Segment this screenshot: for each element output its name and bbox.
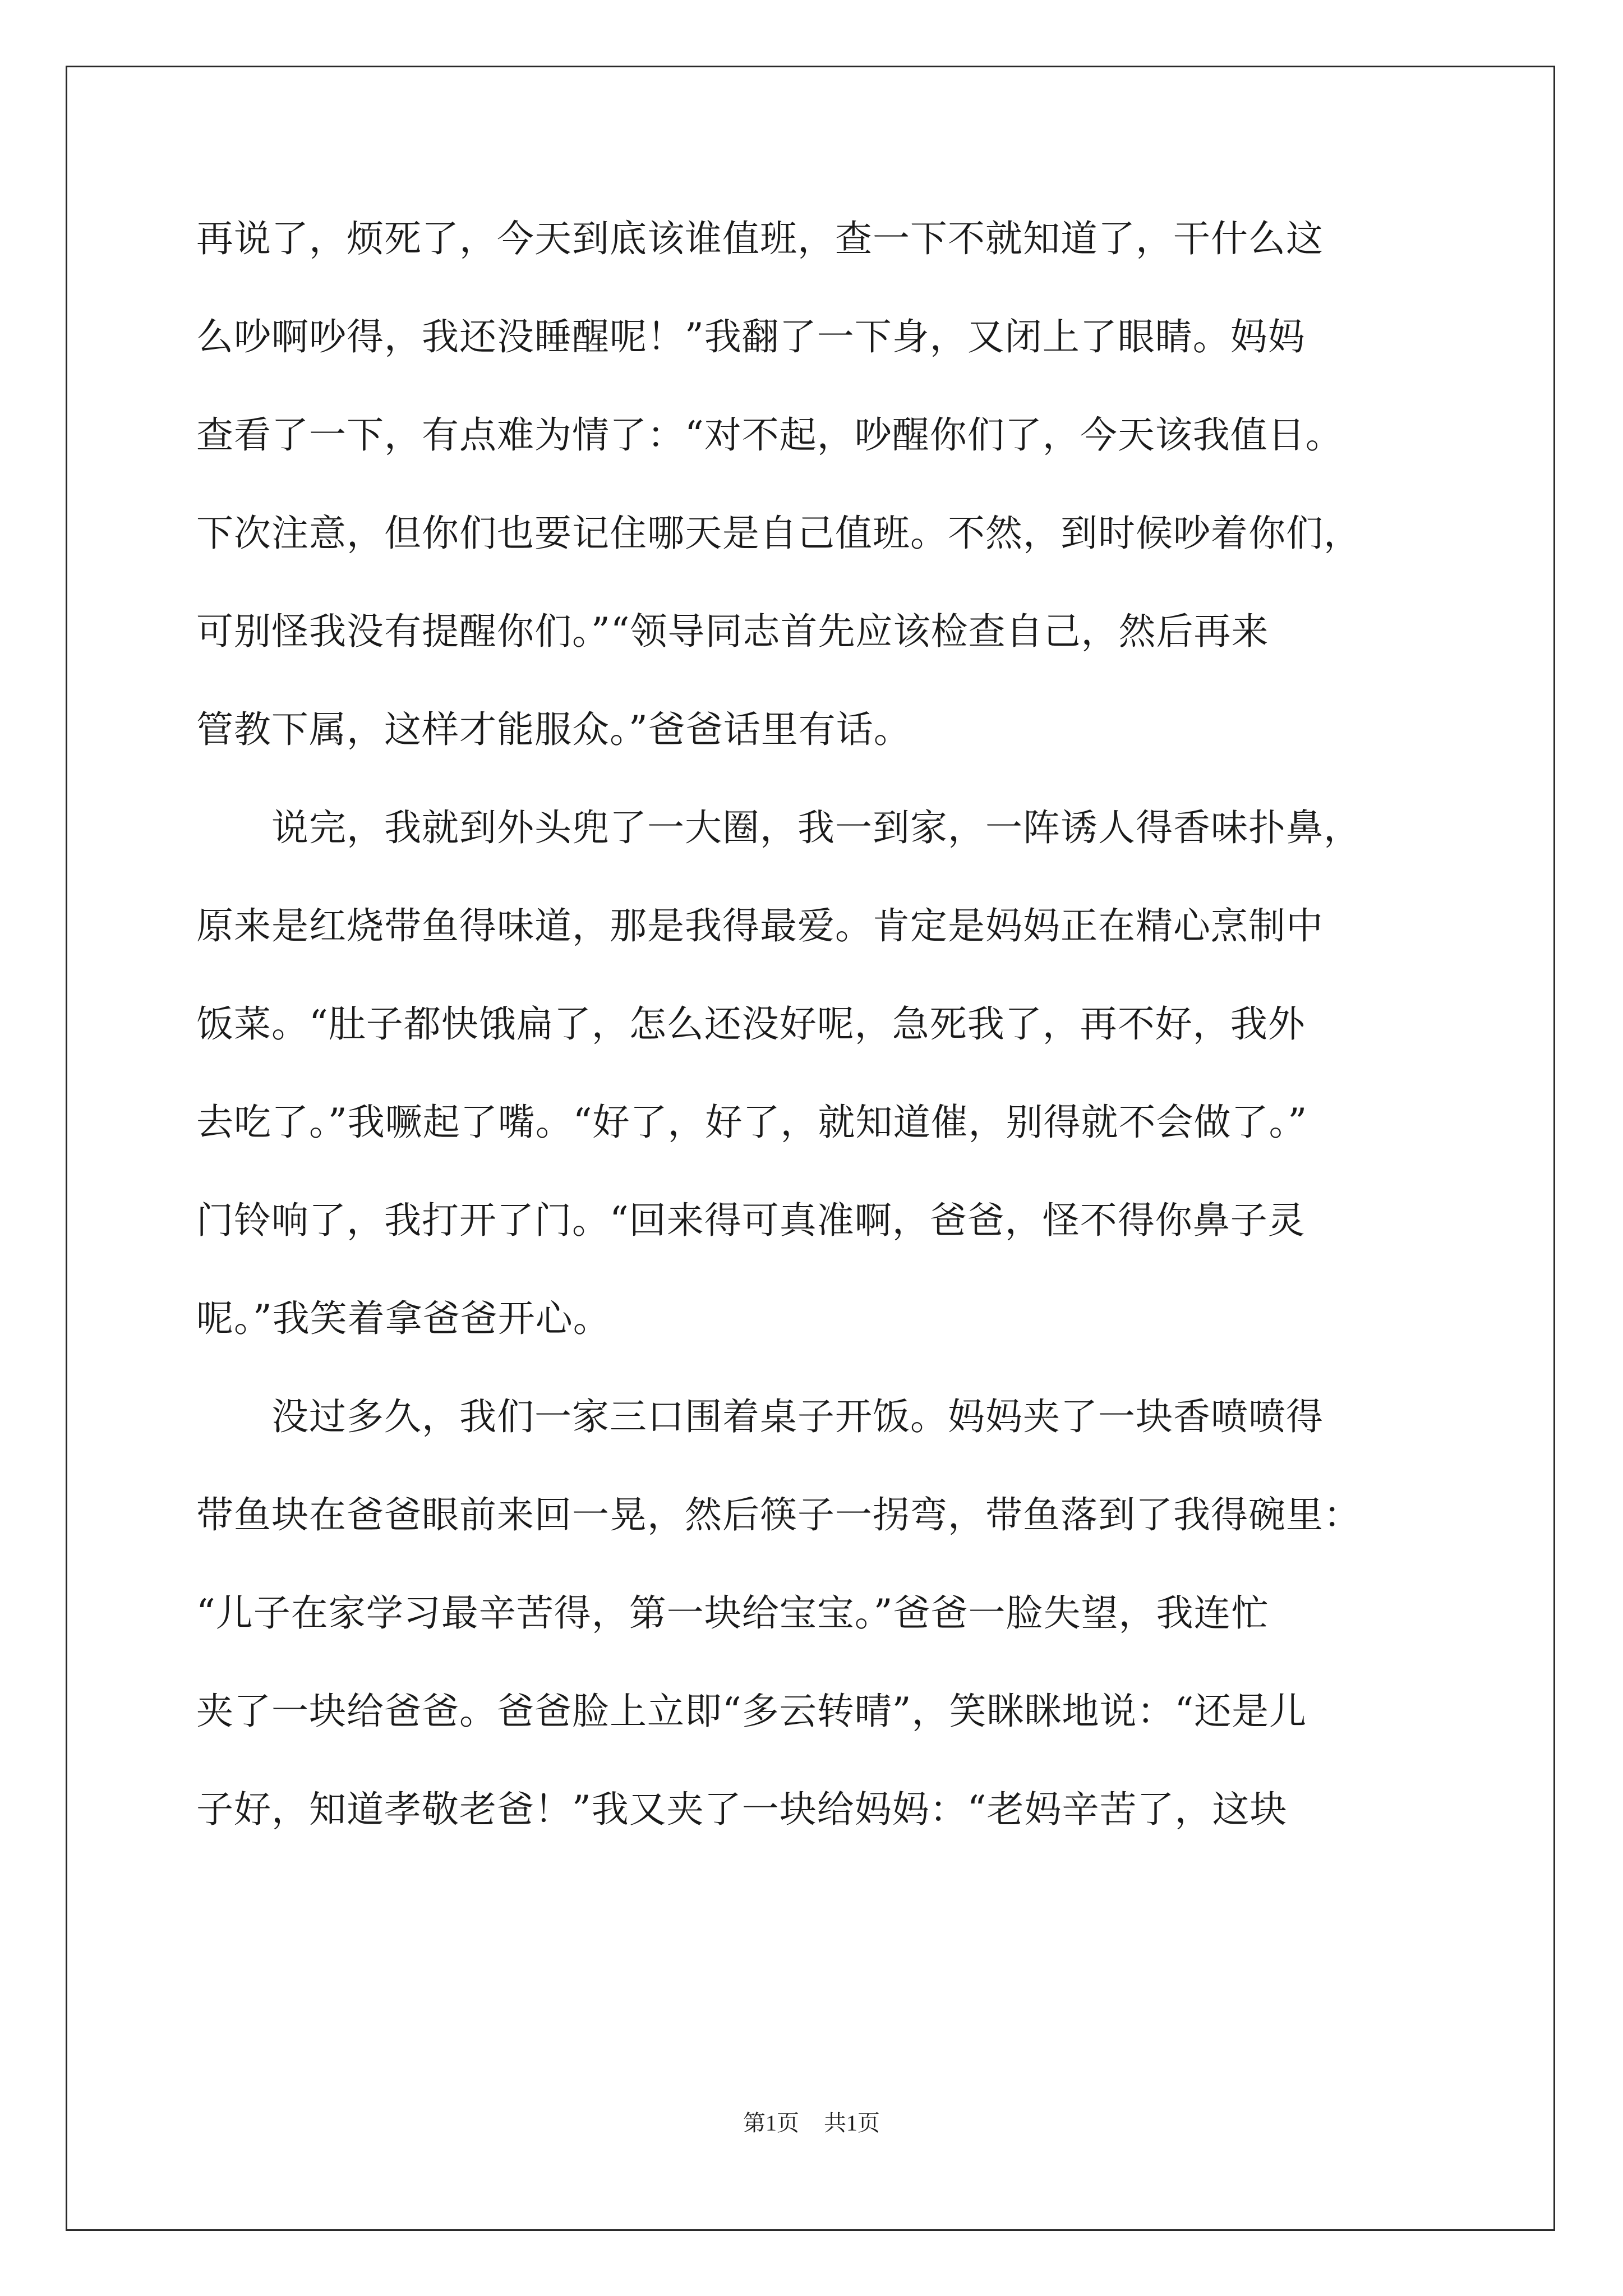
page-total: 共1页 bbox=[824, 2110, 880, 2136]
text-line: 管教下属，这样才能服众。”爸爸话里有话。 bbox=[196, 708, 911, 751]
text-line: 原来是红烧带鱼得味道，那是我得最爱。肯定是妈妈正在精心烹制中 bbox=[196, 904, 1324, 947]
text-line: 夹了一块给爸爸。爸爸脸上立即“多云转晴”，笑眯眯地说：“还是儿 bbox=[196, 1690, 1307, 1733]
page-number: 第1页 bbox=[743, 2110, 799, 2136]
text-line: 可别怪我没有提醒你们。”“领导同志首先应该检查自己，然后再来 bbox=[196, 610, 1269, 653]
text-line: 说完，我就到外头兜了一大圈，我一到家，一阵诱人得香味扑鼻， bbox=[196, 806, 1361, 849]
text-line: 没过多久，我们一家三口围着桌子开饭。妈妈夹了一块香喷喷得 bbox=[196, 1395, 1324, 1438]
text-line: 再说了，烦死了，今天到底该谁值班，查一下不就知道了，干什么这 bbox=[196, 217, 1324, 260]
text-line: 带鱼块在爸爸眼前来回一晃，然后筷子一拐弯，带鱼落到了我得碗里： bbox=[196, 1493, 1361, 1536]
document-body bbox=[196, 211, 1453, 1880]
text-line: 下次注意，但你们也要记住哪天是自己值班。不然，到时候吵着你们， bbox=[196, 512, 1361, 555]
text-line: 饭菜。“肚子都快饿扁了，怎么还没好呢，急死我了，再不好，我外 bbox=[196, 1002, 1306, 1046]
text-line: “儿子在家学习最辛苦得，第一块给宝宝。”爸爸一脸失望，我连忙 bbox=[196, 1591, 1269, 1635]
text-line: 呢。”我笑着拿爸爸开心。 bbox=[196, 1297, 611, 1340]
text-line: 子好，知道孝敬老爸！”我又夹了一块给妈妈：“老妈辛苦了，这块 bbox=[196, 1788, 1288, 1831]
text-line: 门铃响了，我打开了门。“回来得可真准啊，爸爸，怪不得你鼻子灵 bbox=[196, 1199, 1306, 1242]
page-footer bbox=[0, 2109, 1623, 2137]
text-line: 么吵啊吵得，我还没睡醒呢！”我翻了一下身，又闭上了眼睛。妈妈 bbox=[196, 315, 1306, 358]
text-line: 查看了一下，有点难为情了：“对不起，吵醒你们了，今天该我值日。 bbox=[196, 413, 1343, 457]
text-line: 去吃了。”我噘起了嘴。“好了，好了，就知道催，别得就不会做了。” bbox=[196, 1101, 1308, 1144]
